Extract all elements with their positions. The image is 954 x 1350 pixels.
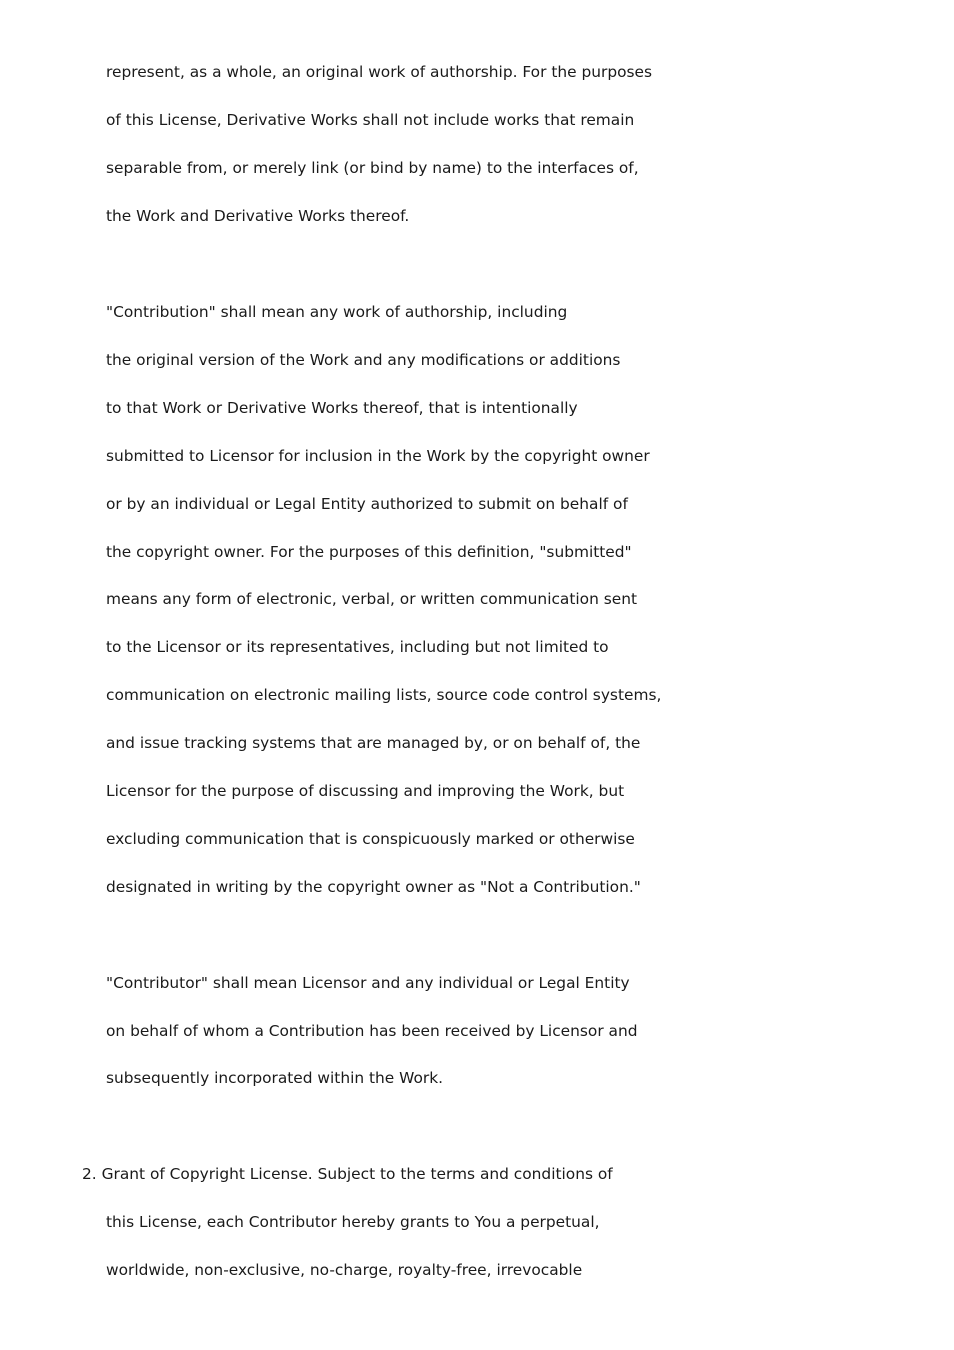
text-line: this License, each Contributor hereby grants to You a perpetual,: [106, 1213, 600, 1231]
text-line: worldwide, non-exclusive, no-charge, royalty-free, irrevocable: [106, 1261, 583, 1279]
text-line: designated in writing by the copyright owner as "Not a Contribution.": [106, 878, 641, 896]
text-line: subsequently incorporated within the Work.: [106, 1069, 444, 1087]
text-line: separable from, or merely link (or bind by name) to the interfaces of,: [106, 159, 639, 177]
text-line: communication on electronic mailing lists, source code control systems,: [106, 686, 662, 704]
text-line: to that Work or Derivative Works thereof, that is intentionally: [106, 399, 578, 417]
text-line: or by an individual or Legal Entity authorized to submit on behalf of: [106, 495, 628, 513]
text-line: of this License, Derivative Works shall not include works that remain: [106, 111, 635, 129]
text-line: the copyright owner. For the purposes of this definition, "submitted": [106, 543, 632, 561]
text-line: submitted to Licensor for inclusion in the Work by the copyright owner: [106, 447, 650, 465]
text-line: the Work and Derivative Works thereof.: [106, 207, 410, 225]
text-line: means any form of electronic, verbal, or written communication sent: [106, 590, 638, 608]
text-line: on behalf of whom a Contribution has been received by Licensor and: [106, 1022, 638, 1040]
text-line: Licensor for the purpose of discussing and improving the Work, but: [106, 782, 625, 800]
text-line: to the Licensor or its representatives, including but not limited to: [106, 638, 609, 656]
text-line: "Contributor" shall mean Licensor and any individual or Legal Entity: [106, 974, 630, 992]
text-line: "Contribution" shall mean any work of authorship, including: [106, 303, 568, 321]
text-line: represent, as a whole, an original work of authorship. For the purposes: [106, 63, 653, 81]
section-heading-line: 2. Grant of Copyright License. Subject to the terms and conditions of: [82, 1165, 613, 1183]
text-line: the original version of the Work and any modifications or additions: [106, 351, 621, 369]
text-line: excluding communication that is conspicuously marked or otherwise: [106, 830, 635, 848]
text-line: and issue tracking systems that are managed by, or on behalf of, the: [106, 734, 641, 752]
